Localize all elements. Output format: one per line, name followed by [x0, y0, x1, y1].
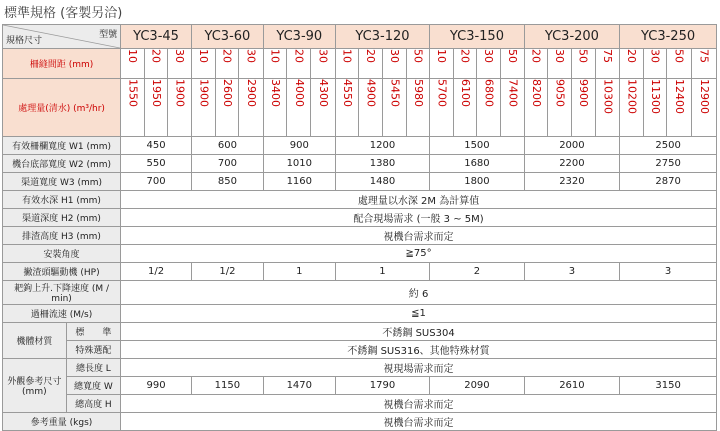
- speed-label: 耙鉤上升.下降速度 (M / min): [3, 281, 121, 305]
- gap-value: 75: [692, 49, 717, 79]
- gap-value: 10: [263, 49, 287, 79]
- flow-value: 6100: [453, 79, 477, 137]
- flow-value: 11300: [643, 79, 667, 137]
- dims-length-label: 總長度 L: [66, 359, 120, 377]
- h3-value: 視機台需求而定: [121, 227, 717, 245]
- material-label: 機體材質: [3, 323, 67, 359]
- h2-row: [3, 209, 717, 227]
- dims-width-row: [3, 377, 717, 395]
- w2-label: 機台底部寬度 W2 (mm): [3, 155, 121, 173]
- model-yc3-45: YC3-45: [121, 25, 192, 49]
- h3-label: 排渣高度 H3 (mm): [3, 227, 121, 245]
- w3-value: 1800: [430, 173, 524, 191]
- gap-value: 20: [215, 49, 239, 79]
- flow-value: 1900: [168, 79, 192, 137]
- model-yc3-90: YC3-90: [263, 25, 335, 49]
- flow-value: 10300: [595, 79, 620, 137]
- w2-row: [3, 155, 717, 173]
- gap-value: 20: [144, 49, 168, 79]
- angle-value: ≧75°: [121, 245, 717, 263]
- gap-value: 30: [239, 49, 264, 79]
- size-label: 規格尺寸: [6, 36, 43, 46]
- gap-value: 30: [311, 49, 336, 79]
- flow-value: 3400: [263, 79, 287, 137]
- gap-value: 10: [430, 49, 454, 79]
- material-opt-label: 特殊選配: [66, 341, 120, 359]
- gap-value: 30: [168, 49, 192, 79]
- flow-value: 5450: [382, 79, 406, 137]
- model-yc3-150: YC3-150: [430, 25, 524, 49]
- flow-value: 9900: [571, 79, 595, 137]
- h2-value: 配合現場需求 (一般 3 ~ 5M): [121, 209, 717, 227]
- h3-row: [3, 227, 717, 245]
- model-yc3-200: YC3-200: [524, 25, 620, 49]
- w1-value: 600: [191, 137, 263, 155]
- motor-value: 1/2: [191, 263, 263, 281]
- flow-value: 5980: [406, 79, 430, 137]
- angle-label: 安裝角度: [3, 245, 121, 263]
- dims-height-row: [3, 395, 717, 413]
- w3-value: 700: [121, 173, 192, 191]
- dims-width-value: 2610: [524, 377, 620, 395]
- flow-value: 2900: [239, 79, 264, 137]
- flow-value: 12900: [692, 79, 717, 137]
- gap-value: 10: [121, 49, 145, 79]
- dims-width-value: 1790: [335, 377, 429, 395]
- flow-value: 4550: [335, 79, 359, 137]
- speed-value: 約 6: [121, 281, 717, 305]
- model-yc3-250: YC3-250: [620, 25, 717, 49]
- w3-value: 2320: [524, 173, 620, 191]
- w2-value: 2200: [524, 155, 620, 173]
- dims-width-label: 總寬度 W: [66, 377, 120, 395]
- motor-label: 撇渣頭驅動機 (HP): [3, 263, 121, 281]
- w3-value: 2870: [620, 173, 717, 191]
- w2-value: 1010: [263, 155, 335, 173]
- gap-row: [3, 49, 717, 79]
- material-opt-row: [3, 341, 717, 359]
- w3-value: 1160: [263, 173, 335, 191]
- w2-value: 2750: [620, 155, 717, 173]
- w2-value: 1380: [335, 155, 429, 173]
- h1-value: 處理量以水深 2M 為計算值: [121, 191, 717, 209]
- flow-label: 處理量(清水) (m³/hr): [3, 79, 121, 137]
- material-opt-value: 不銹鋼 SUS316、其他特殊材質: [121, 341, 717, 359]
- gap-value: 20: [287, 49, 311, 79]
- gap-value: 10: [191, 49, 215, 79]
- gap-value: 30: [477, 49, 501, 79]
- w1-row: [3, 137, 717, 155]
- dims-width-value: 990: [121, 377, 192, 395]
- w1-value: 1200: [335, 137, 429, 155]
- motor-value: 3: [524, 263, 620, 281]
- w1-value: 1500: [430, 137, 524, 155]
- dims-width-value: 1150: [191, 377, 263, 395]
- header-row: [3, 25, 717, 49]
- w3-value: 1480: [335, 173, 429, 191]
- flowrate-row: [3, 305, 717, 323]
- flow-value: 7400: [501, 79, 525, 137]
- gap-value: 50: [667, 49, 692, 79]
- h1-row: [3, 191, 717, 209]
- flow-value: 10200: [620, 79, 644, 137]
- angle-row: [3, 245, 717, 263]
- flow-value: 2600: [215, 79, 239, 137]
- material-std-value: 不銹鋼 SUS304: [121, 323, 717, 341]
- w2-value: 1680: [430, 155, 524, 173]
- dims-width-value: 2090: [430, 377, 524, 395]
- flow-value: 4000: [287, 79, 311, 137]
- flowrate-value: ≦1: [121, 305, 717, 323]
- gap-value: 20: [524, 49, 548, 79]
- gap-value: 10: [335, 49, 359, 79]
- corner-cell: [3, 25, 121, 49]
- w2-value: 700: [191, 155, 263, 173]
- model-yc3-60: YC3-60: [191, 25, 263, 49]
- flow-value: 1950: [144, 79, 168, 137]
- model-label: 型號: [99, 30, 118, 40]
- w3-value: 850: [191, 173, 263, 191]
- weight-label: 參考重量 (kgs): [3, 413, 121, 431]
- w1-value: 2500: [620, 137, 717, 155]
- dims-label: 外觀參考尺寸 (mm): [3, 359, 67, 413]
- gap-value: 50: [571, 49, 595, 79]
- flow-value: 4900: [359, 79, 383, 137]
- gap-value: 30: [643, 49, 667, 79]
- dims-height-label: 總高度 H: [66, 395, 120, 413]
- w3-row: [3, 173, 717, 191]
- gap-value: 20: [453, 49, 477, 79]
- w1-value: 450: [121, 137, 192, 155]
- flow-value: 12400: [667, 79, 692, 137]
- flow-value: 4300: [311, 79, 336, 137]
- gap-value: 50: [501, 49, 525, 79]
- motor-value: 1: [263, 263, 335, 281]
- w1-label: 有效柵欄寬度 W1 (mm): [3, 137, 121, 155]
- gap-value: 20: [620, 49, 644, 79]
- flow-row: [3, 79, 717, 137]
- w1-value: 2000: [524, 137, 620, 155]
- dims-height-value: 視機台需求而定: [121, 395, 717, 413]
- motor-row: [3, 263, 717, 281]
- w3-label: 渠道寬度 W3 (mm): [3, 173, 121, 191]
- flow-value: 5700: [430, 79, 454, 137]
- gap-value: 30: [382, 49, 406, 79]
- gap-value: 30: [548, 49, 572, 79]
- flow-value: 8200: [524, 79, 548, 137]
- weight-value: 視機台需求而定: [121, 413, 717, 431]
- motor-value: 1/2: [121, 263, 192, 281]
- speed-row: [3, 281, 717, 305]
- gap-value: 20: [359, 49, 383, 79]
- flowrate-label: 過柵流速 (M/s): [3, 305, 121, 323]
- dims-width-value: 1470: [263, 377, 335, 395]
- gap-value: 75: [595, 49, 620, 79]
- material-std-row: [3, 323, 717, 341]
- motor-value: 1: [335, 263, 429, 281]
- w2-value: 550: [121, 155, 192, 173]
- model-yc3-120: YC3-120: [335, 25, 429, 49]
- material-std-label: 標 準: [66, 323, 120, 341]
- dims-width-value: 3150: [620, 377, 717, 395]
- gap-value: 50: [406, 49, 430, 79]
- motor-value: 3: [620, 263, 717, 281]
- flow-value: 6800: [477, 79, 501, 137]
- flow-value: 1900: [191, 79, 215, 137]
- weight-row: [3, 413, 717, 431]
- dims-length-row: [3, 359, 717, 377]
- motor-value: 2: [430, 263, 524, 281]
- h2-label: 渠道深度 H2 (mm): [3, 209, 121, 227]
- flow-value: 9050: [548, 79, 572, 137]
- w1-value: 900: [263, 137, 335, 155]
- page-title: 標準規格 (客製另洽): [4, 6, 123, 21]
- h1-label: 有效水深 H1 (mm): [3, 191, 121, 209]
- dims-length-value: 視現場需求而定: [121, 359, 717, 377]
- spec-table: [2, 24, 717, 431]
- gap-label: 柵縫間距 (mm): [3, 49, 121, 79]
- flow-value: 1550: [121, 79, 145, 137]
